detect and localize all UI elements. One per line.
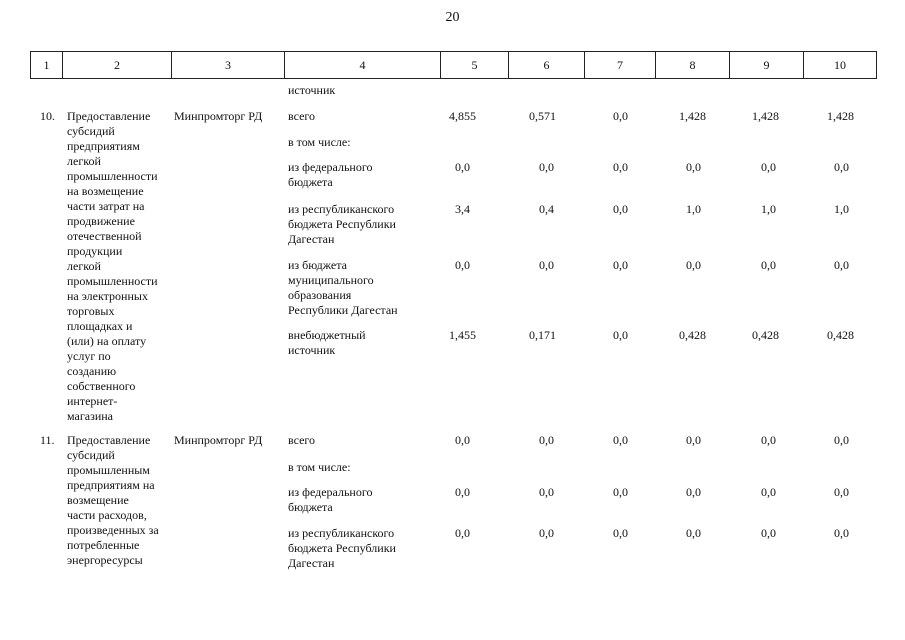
value-cell: 3,4 — [455, 202, 470, 216]
source-label: всего — [288, 433, 316, 447]
value-cell: 0,0 — [455, 433, 470, 447]
value-cell: 0,0 — [613, 328, 628, 342]
value-cell: 0,0 — [834, 433, 849, 447]
header-col-5: 5 — [440, 52, 508, 78]
value-cell: 0,0 — [613, 109, 628, 123]
value-cell: 0,0 — [761, 526, 776, 540]
value-cell: 0,0 — [686, 485, 701, 499]
source-label: из бюджета муниципального образования Республики Дагестан — [288, 258, 398, 317]
value-cell: 0,0 — [455, 526, 470, 540]
source-label: из федерального бюджета — [288, 485, 373, 514]
value-cell: 0,0 — [613, 258, 628, 272]
page-number: 20 — [445, 10, 460, 25]
value-cell: 0,0 — [686, 160, 701, 174]
value-cell: 0,0 — [686, 433, 701, 447]
value-cell: 0,0 — [761, 485, 776, 499]
header-col-4: 4 — [284, 52, 440, 78]
value-cell: 0,0 — [686, 258, 701, 272]
value-cell: 0,0 — [834, 160, 849, 174]
value-cell: 1,428 — [679, 109, 706, 123]
source-label: внебюджетный источник — [288, 328, 366, 357]
value-cell: 0,171 — [529, 328, 556, 342]
row-number: 10. — [40, 109, 55, 123]
value-cell: 0,428 — [827, 328, 854, 342]
header-col-8: 8 — [655, 52, 729, 78]
value-cell: 1,0 — [761, 202, 776, 216]
header-col-6: 6 — [508, 52, 584, 78]
value-cell: 0,428 — [679, 328, 706, 342]
value-cell: 1,428 — [752, 109, 779, 123]
value-cell: 0,0 — [539, 526, 554, 540]
value-cell: 0,0 — [539, 485, 554, 499]
value-cell: 0,428 — [752, 328, 779, 342]
source-label: из республиканского бюджета Республики Дагестан — [288, 202, 396, 246]
value-cell: 0,4 — [539, 202, 554, 216]
row-executor: Минпромторг РД — [174, 433, 263, 447]
header-col-3: 3 — [171, 52, 284, 78]
value-cell: 1,428 — [827, 109, 854, 123]
header-col-7: 7 — [584, 52, 655, 78]
value-cell: 0,0 — [761, 258, 776, 272]
source-label: в том числе: — [288, 135, 351, 149]
value-cell: 1,0 — [834, 202, 849, 216]
value-cell: 0,0 — [761, 160, 776, 174]
value-cell: 0,0 — [613, 202, 628, 216]
value-cell: 0,0 — [686, 526, 701, 540]
value-cell: 1,0 — [686, 202, 701, 216]
table-header — [30, 51, 877, 79]
source-label: из федерального бюджета — [288, 160, 373, 189]
value-cell: 4,855 — [449, 109, 476, 123]
continuation-text: источник — [288, 83, 336, 97]
value-cell: 0,0 — [613, 160, 628, 174]
header-col-10: 10 — [803, 52, 877, 78]
row-executor: Минпромторг РД — [174, 109, 263, 123]
value-cell: 0,0 — [613, 433, 628, 447]
source-label: всего — [288, 109, 316, 123]
value-cell: 0,0 — [613, 526, 628, 540]
value-cell: 0,0 — [455, 160, 470, 174]
value-cell: 0,0 — [834, 485, 849, 499]
header-col-2: 2 — [62, 52, 171, 78]
value-cell: 0,0 — [455, 485, 470, 499]
source-label: в том числе: — [288, 460, 351, 474]
value-cell: 0,0 — [834, 258, 849, 272]
value-cell: 0,0 — [539, 160, 554, 174]
header-col-9: 9 — [729, 52, 803, 78]
row-description: Предоставление субсидий предприятиям легкой промышленности на возмещение части затрат на продвижение отечественной продукции легкой промышленности на электронных торговых площадках и (или) на оплату услуг по созданию собственного интернет- магазина — [67, 109, 158, 423]
source-label: из республиканского бюджета Республики Дагестан — [288, 526, 396, 570]
value-cell: 1,455 — [449, 328, 476, 342]
value-cell: 0,0 — [613, 485, 628, 499]
value-cell: 0,0 — [455, 258, 470, 272]
value-cell: 0,0 — [539, 258, 554, 272]
row-number: 11. — [40, 433, 55, 447]
value-cell: 0,571 — [529, 109, 556, 123]
value-cell: 0,0 — [834, 526, 849, 540]
header-col-1: 1 — [30, 52, 62, 78]
value-cell: 0,0 — [761, 433, 776, 447]
value-cell: 0,0 — [539, 433, 554, 447]
row-description: Предоставление субсидий промышленным предприятиям на возмещение части расходов, произведенных за потребленные энергоресурсы — [67, 433, 159, 567]
